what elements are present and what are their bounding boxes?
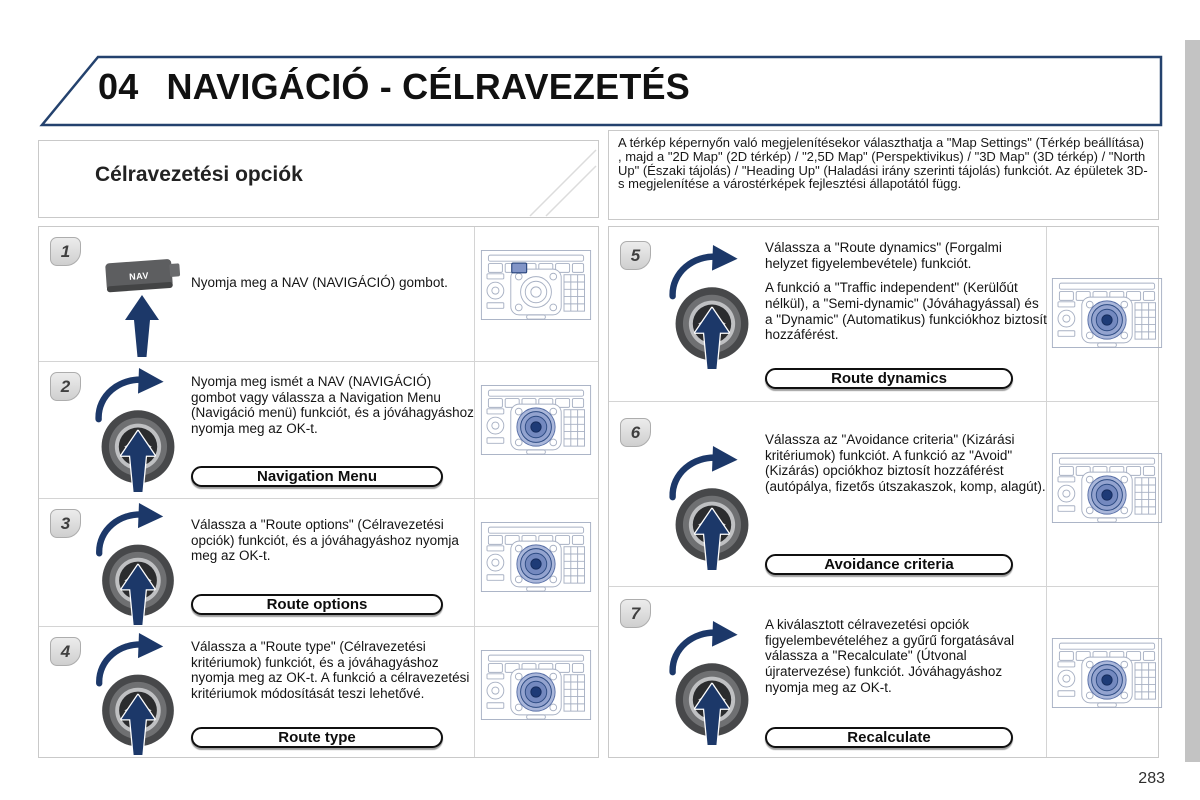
rotary-knob-icon xyxy=(657,444,767,572)
step-text xyxy=(191,639,474,711)
step-number-badge: 4 xyxy=(50,637,81,666)
step-paragraph: Válassza a "Route options" (Célravezetési opciók) funkciót, és a jóváhagyáshoz nyomja meg az OK-t. xyxy=(191,517,459,564)
step-row-7 xyxy=(609,586,1158,760)
step-text xyxy=(191,517,474,573)
step-text xyxy=(191,275,474,300)
function-button-label: Recalculate xyxy=(765,727,1013,748)
nav-button-icon xyxy=(96,249,196,361)
page-number: 283 xyxy=(1138,770,1165,787)
step-row-1 xyxy=(39,227,598,361)
head-unit-illustration xyxy=(480,247,592,323)
steps-panel-right xyxy=(608,226,1159,758)
head-unit-illustration xyxy=(1051,275,1163,351)
chapter-edge-tab xyxy=(1185,40,1200,762)
step-paragraph: A funkció a "Traffic independent" (Kerülőút nélkül), a "Semi-dynamic" (Jóváhagyással) és a "Dynamic" (Automatikus) funkciókhoz biztosít hozzáférést. xyxy=(765,280,1047,343)
step-row-5 xyxy=(609,227,1158,401)
function-button-label: Navigation Menu xyxy=(191,466,443,487)
rotary-knob-icon xyxy=(83,366,193,494)
intro-box xyxy=(608,130,1159,220)
head-unit-illustration xyxy=(1051,450,1163,526)
step-text xyxy=(191,374,474,446)
steps-panel-left xyxy=(38,226,599,758)
step-row-4 xyxy=(39,626,598,760)
head-unit-illustration xyxy=(480,519,592,595)
chapter-heading xyxy=(98,66,690,108)
step-number-badge: 2 xyxy=(50,372,81,401)
step-paragraph: Nyomja meg a NAV (NAVIGÁCIÓ) gombot. xyxy=(191,275,448,290)
rotary-knob-icon xyxy=(83,501,193,627)
function-button-label: Route type xyxy=(191,727,443,748)
chapter-number: 04 xyxy=(98,66,139,107)
function-button-label: Route options xyxy=(191,594,443,615)
head-unit-illustration xyxy=(480,647,592,723)
step-number-badge: 5 xyxy=(620,241,651,270)
head-unit-illustration xyxy=(480,382,592,458)
rotary-knob-icon xyxy=(657,619,767,747)
section-title: Célravezetési opciók xyxy=(95,163,303,186)
function-button-label: Avoidance criteria xyxy=(765,554,1013,575)
section-title-box xyxy=(38,140,599,218)
step-paragraph: A kiválasztott célravezetési opciók figyelembevételéhez a gyűrű forgatásával válassza a "Recalculate" (Útvonal újratervezése) funkciót. Jóváhagyáshoz nyomja meg az OK-t. xyxy=(765,617,1015,695)
intro-text: A térkép képernyőn való megjelenítésekor választhatja a "Map Settings" (Térkép beállítása) , majd a "2D Map" (2D térkép) / "2,5D Map" (Perspektivikus) / "3D Map" (3D térkép) / "North Up" (Északi tájolás) / "Heading Up" (Haladási irány szerinti tájolás) funkciót. Az épületek 3D-s megjelenítése a várostérképek fejlesztési állapotától függ. xyxy=(618,135,1148,192)
head-unit-illustration xyxy=(1051,635,1163,711)
page-title: NAVIGÁCIÓ - CÉLRAVEZETÉS xyxy=(166,66,690,107)
step-text xyxy=(765,240,1047,352)
rotary-knob-icon xyxy=(83,631,193,757)
step-row-2 xyxy=(39,361,598,499)
step-paragraph: Válassza az "Avoidance criteria" (Kizárási kritériumok) funkciót. A funkció az "Avoid" (Kizárás) opciókhoz biztosít hozzáférést (autópálya, fizetős útszakaszok, komp, alagút). xyxy=(765,432,1046,494)
rotary-knob-icon xyxy=(657,243,767,371)
corner-decoration-lines xyxy=(478,141,598,217)
step-paragraph: Válassza a "Route type" (Célravezetési kritériumok) funkciót, és a jóváhagyáshoz nyomja meg az OK-t. A funkció a célravezetési kritériumok módosítását teszi lehetővé. xyxy=(191,639,470,701)
step-text xyxy=(765,617,1047,704)
step-number-badge: 7 xyxy=(620,599,651,628)
step-text xyxy=(765,432,1047,504)
step-number-badge: 6 xyxy=(620,418,651,447)
step-number-badge: 1 xyxy=(50,237,81,266)
function-button-label: Route dynamics xyxy=(765,368,1013,389)
step-row-6 xyxy=(609,401,1158,587)
step-paragraph: Válassza a "Route dynamics" (Forgalmi helyzet figyelembevétele) funkciót. xyxy=(765,240,1002,271)
step-paragraph: Nyomja meg ismét a NAV (NAVIGÁCIÓ) gombot vagy válassza a Navigation Menu (Navigáció menü) funkciót, és a jóváhagyáshoz nyomja meg az OK-t. xyxy=(191,374,474,436)
step-row-3 xyxy=(39,498,598,627)
step-number-badge: 3 xyxy=(50,509,81,538)
